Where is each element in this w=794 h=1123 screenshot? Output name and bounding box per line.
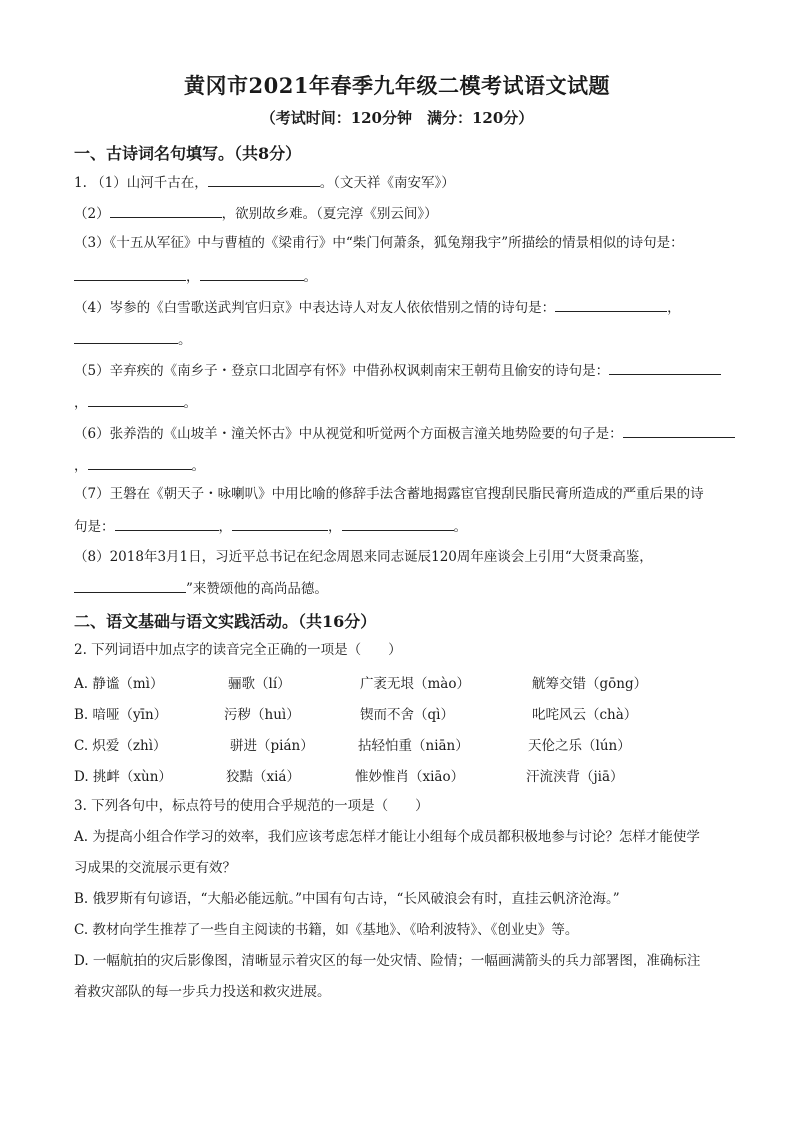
exam-subtitle: （考试时间：120分钟 满分：120分）	[260, 109, 534, 127]
q2-option-a-4: 觥筹交错（gōng）	[532, 676, 648, 692]
answer-blank[interactable]	[74, 578, 186, 593]
answer-blank[interactable]	[200, 266, 304, 281]
q1-3: （3）《十五从军征》中与曹植的《梁甫行》中“柴门何萧条，狐兔翔我宇”所描绘的情景相似的诗句是：	[74, 235, 684, 251]
answer-blank[interactable]	[342, 516, 454, 531]
section1-heading: 一、古诗词名句填写。（共8分）	[74, 144, 302, 163]
answer-blank[interactable]	[74, 329, 178, 344]
q2-option-b-4: 叱咤风云（chà）	[532, 707, 638, 723]
q2-option-d-4: 汗流浃背（jiā）	[526, 769, 624, 785]
q1-3-blanks: ， 。	[74, 266, 317, 287]
answer-blank[interactable]	[110, 203, 222, 218]
q2-option-a-3: 广袤无垠（mào）	[360, 676, 470, 692]
q1-2: （2） ，欲别故乡难。（夏完淳《别云间》）	[74, 203, 438, 224]
q1-6-blanks: ， 。	[74, 455, 205, 476]
answer-blank[interactable]	[623, 423, 735, 438]
q2-option-b-2: 污秽（huì）	[224, 707, 300, 723]
q2-option-c-2: 骈进（pián）	[230, 738, 314, 754]
q2-option-b-3: 锲而不舍（qì）	[360, 707, 454, 723]
q1-7: （7）王磐在《朝天子・咏喇叭》中用比喻的修辞手法含蓄地揭露宦官搜刮民脂民膏所造成的严重后果的诗	[74, 486, 704, 502]
q3-option-a-line1: A. 为提高小组合作学习的效率，我们应该考虑怎样才能让小组每个成员都积极地参与讨论？怎样才能使学	[74, 829, 700, 845]
q2-option-d-2: 狡黠（xiá）	[226, 769, 300, 785]
answer-blank[interactable]	[609, 360, 721, 375]
q3-option-d-line2: 着救灾部队的每一步兵力投送和救灾进展。	[74, 984, 331, 1000]
q3-option-c: C. 教材向学生推荐了一些自主阅读的书籍，如《基地》、《哈利波特》、《创业史》等。	[74, 922, 579, 938]
q3-option-b: B. 俄罗斯有句谚语，“大船必能远航。”中国有句古诗，“长风破浪会有时，直挂云帆济沧海。”	[74, 891, 620, 907]
answer-blank[interactable]	[232, 516, 328, 531]
q2-option-a-1: A. 静谧（mì）	[74, 676, 164, 692]
q3-option-a-line2: 习成果的交流展示更有效？	[74, 860, 236, 876]
q2-stem: 2. 下列词语中加点字的读音完全正确的一项是（ ）	[74, 642, 402, 658]
answer-blank[interactable]	[555, 297, 667, 312]
q2-option-c-4: 天伦之乐（lún）	[528, 738, 631, 754]
q3-option-d-line1: D. 一幅航拍的灾后影像图，清晰显示着灾区的每一处灾情、险情；一幅画满箭头的兵力部署图，准确标注	[74, 953, 701, 969]
q1-5: （5）辛弃疾的《南乡子・登京口北固亭有怀》中借孙权讽刺南宋王朝苟且偷安的诗句是：	[74, 360, 721, 381]
q2-option-d-3: 惟妙惟肖（xiāo）	[355, 769, 465, 785]
answer-blank[interactable]	[74, 266, 186, 281]
q2-option-b-1: B. 喑哑（yīn）	[74, 707, 168, 723]
q1-8-blanks: ”来赞颂他的高尚品德。	[74, 578, 328, 599]
answer-blank[interactable]	[208, 172, 320, 187]
q2-option-c-1: C. 炽爱（zhì）	[74, 738, 167, 754]
answer-blank[interactable]	[88, 392, 184, 407]
q1-6: （6）张养浩的《山坡羊・潼关怀古》中从视觉和听觉两个方面极言潼关地势险要的句子是：	[74, 423, 735, 444]
q1-4-blanks: 。	[74, 329, 192, 350]
exam-title: 黄冈市2021年春季九年级二模考试语文试题	[184, 73, 610, 98]
q2-option-c-3: 拈轻怕重（niān）	[358, 738, 469, 754]
answer-blank[interactable]	[88, 455, 192, 470]
q2-option-d-1: D. 挑衅（xùn）	[74, 769, 172, 785]
section2-heading: 二、语文基础与语文实践活动。（共16分）	[74, 612, 377, 631]
q1-8: （8）2018年3月1日，习近平总书记在纪念周恩来同志诞辰120周年座谈会上引用“大贤秉高鉴，	[74, 549, 653, 565]
q1-7-blanks: 句是： ， ， 。	[74, 516, 467, 537]
answer-blank[interactable]	[115, 516, 219, 531]
q1-1: 1. （1）山河千古在， 。（文天祥《南安军》）	[74, 172, 455, 193]
q1-4: （4）岑参的《白雪歌送武判官归京》中表达诗人对友人依依惜别之情的诗句是： ，	[74, 297, 681, 318]
q1-5-blanks: ， 。	[74, 392, 197, 413]
q3-stem: 3. 下列各句中，标点符号的使用合乎规范的一项是（ ）	[74, 798, 429, 814]
q2-option-a-2: 骊歌（lí）	[228, 676, 291, 692]
